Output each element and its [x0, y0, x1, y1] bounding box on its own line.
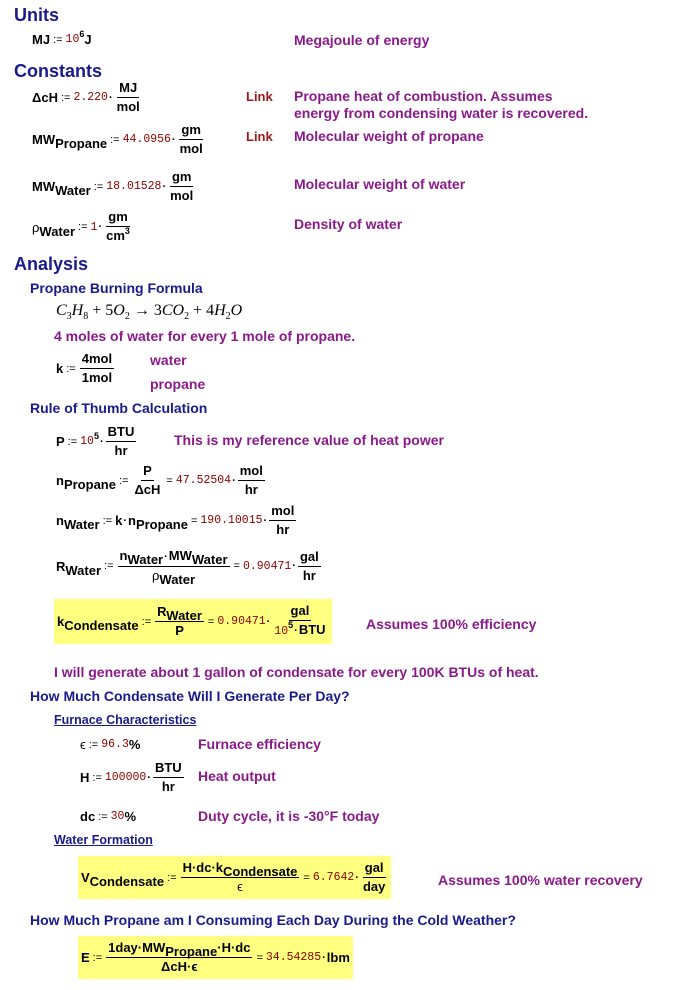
p-note: This is my reference value of heat power: [174, 432, 444, 448]
k-condensate-note: Assumes 100% efficiency: [366, 616, 537, 632]
dch-link[interactable]: Link: [246, 89, 273, 104]
heat-output-definition: H := 100000 · $\frac{\text{BTU}}{hr}$: [80, 760, 182, 794]
rho-water-note: Density of water: [294, 216, 403, 232]
dch-note-line1: Propane heat of combustion. Assumes: [294, 88, 553, 104]
moles-note: 4 moles of water for every 1 mole of propane.: [54, 328, 356, 344]
k-condensate-result: k Condensate := $\frac{\text{RWater}}{P}$ = 0.90471 · $\frac{\text{gal}}{10^5\cdot BTU}$: [54, 599, 332, 644]
mw-water-note: Molecular weight of water: [294, 176, 466, 192]
k-fraction: $\frac{\text{4mol}}{\text{1mol}}$: [81, 351, 113, 385]
r-water-unit-fraction: $\frac{\text{gal}}{hr}$: [299, 548, 319, 583]
mw-water-unit-fraction: $\frac{gm}{\text{mol}}$: [170, 169, 194, 203]
water-formation-heading: Water Formation: [54, 833, 153, 847]
e-formula-fraction: $\frac{\text{1day·MWPropane·H·dc}}{\text{ΔcH·ϵ}}$: [108, 940, 251, 974]
v-condensate-result: V Condensate := $\frac{\text{H·dc·kCondensate}}{\epsilon}$ = 6.7642 · $\frac{\text{gal}}{\text{day}}$: [78, 856, 391, 899]
section-heading-constants: Constants: [14, 61, 103, 81]
k-definition: k := $\frac{\text{4mol}}{\text{1mol}}$: [56, 351, 113, 385]
n-water-definition: n Water := k · n Propane = 190.10015 · $\frac{\text{mol}}{hr}$: [56, 503, 295, 537]
dch-definition: ΔcH := 2.220 · $\frac{MJ}{\text{mol}}$: [32, 80, 140, 114]
gallon-note: I will generate about 1 gallon of condensate for every 100K BTUs of heat.: [54, 664, 539, 680]
heat-output-note: Heat output: [198, 768, 276, 784]
mj-note: Megajoule of energy: [294, 32, 430, 48]
p-unit-fraction: $\frac{\text{BTU}}{hr}$: [107, 424, 135, 458]
v-condensate-unit-fraction: $\frac{\text{gal}}{\text{day}}$: [362, 860, 386, 894]
dch-note-line2: energy from condensing water is recovered.: [294, 105, 589, 121]
combustion-reaction: $C_3H_8 + 5O_2 \to 3CO_2 + 4H_2O$: [56, 302, 243, 322]
mw-water-definition: MW Water := 18.01528 · $\frac{gm}{\text{mol}}$: [32, 169, 194, 203]
v-condensate-formula-fraction: $\frac{\text{H·dc·kCondensate}}{\epsilon}$: [182, 860, 298, 894]
rule-of-thumb-heading: Rule of Thumb Calculation: [30, 400, 208, 416]
n-propane-unit-fraction: $\frac{\text{mol}}{hr}$: [239, 463, 263, 497]
section-heading-analysis: Analysis: [14, 254, 89, 274]
furnace-characteristics-heading: Furnace Characteristics: [54, 713, 197, 727]
k-condensate-formula-fraction: $\frac{\text{RWater}}{P}$: [157, 604, 202, 638]
heat-output-unit-fraction: $\frac{\text{BTU}}{hr}$: [154, 760, 182, 794]
mw-propane-unit-fraction: $\frac{gm}{\text{mol}}$: [179, 122, 203, 156]
n-water-unit-fraction: $\frac{\text{mol}}{hr}$: [271, 503, 295, 537]
rho-water-definition: ρ Water := 1 · $\frac{gm}{cm^3}$: [32, 209, 130, 243]
propane-burning-heading: Propane Burning Formula: [30, 280, 203, 296]
r-water-formula-fraction: $\frac{\text{nWater·MWWater}}{\text{ρWater}}$: [119, 548, 228, 587]
e-result: E := $\frac{\text{1day·MWPropane·H·dc}}{\text{ΔcH·ϵ}}$ = 34.54285 · lbm: [78, 936, 353, 979]
n-propane-definition: n Propane := $\frac{P}{\text{ΔcH}}$ = 47.52504 · $\frac{\text{mol}}{hr}$: [56, 463, 263, 497]
per-day-heading: How Much Condensate Will I Generate Per Day?: [30, 688, 350, 704]
r-water-definition: R Water := $\frac{\text{nWater·MWWater}}{\text{ρWater}}$ = 0.90471 · $\frac{\text{gal}}{hr}$: [56, 548, 319, 587]
efficiency-note: Furnace efficiency: [198, 736, 321, 752]
v-condensate-note: Assumes 100% water recovery: [438, 872, 643, 888]
k-note-propane: propane: [150, 376, 206, 392]
section-heading-units: Units: [14, 5, 59, 25]
k-condensate-unit-fraction: $\frac{\text{gal}}{10^5\cdot BTU}$: [274, 603, 326, 638]
rho-water-unit-fraction: $\frac{gm}{cm^3}$: [106, 209, 130, 243]
p-definition: P := 10 5 · $\frac{\text{BTU}}{hr}$: [56, 424, 135, 458]
mw-propane-link[interactable]: Link: [246, 129, 273, 144]
mw-propane-definition: MW Propane := 44.0956 · $\frac{gm}{\text{mol}}$: [32, 122, 203, 156]
duty-cycle-note: Duty cycle, it is -30°F today: [198, 808, 380, 824]
n-propane-formula-fraction: $\frac{P}{\text{ΔcH}}$: [134, 463, 161, 497]
duty-cycle-definition: dc := 30 %: [80, 809, 137, 824]
propane-consumption-heading: How Much Propane am I Consuming Each Day During the Cold Weather?: [30, 912, 516, 928]
mw-propane-note: Molecular weight of propane: [294, 128, 484, 144]
k-note-water: water: [150, 352, 187, 368]
efficiency-definition: ϵ := 96.3 %: [80, 737, 141, 752]
dch-unit-fraction: $\frac{MJ}{\text{mol}}$: [116, 80, 140, 114]
mj-definition: MJ := 10 6 J: [32, 28, 92, 47]
